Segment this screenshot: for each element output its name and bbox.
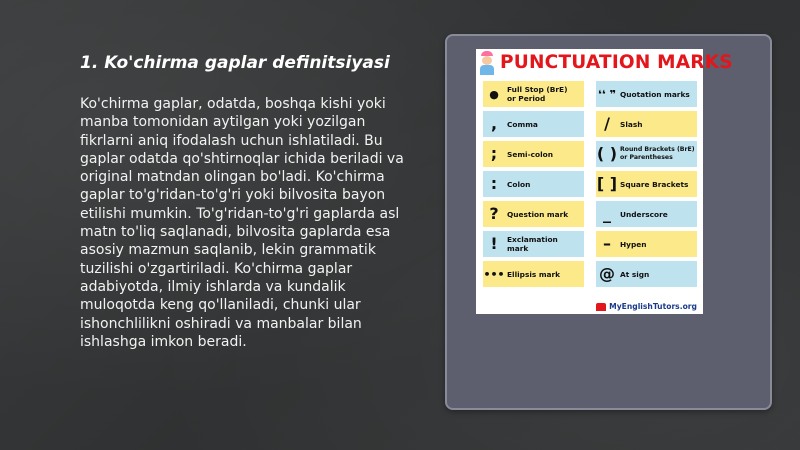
comma-symbol: , <box>490 114 498 133</box>
mark-label: Slash <box>620 119 643 129</box>
graduation-cap-icon <box>596 303 606 311</box>
mark-cell-underscore <box>596 201 697 227</box>
mark-cell-slash <box>596 111 697 137</box>
infographic-footer <box>596 302 697 311</box>
mark-cell-semi-colon <box>483 141 584 167</box>
mark-cell-square-brackets <box>596 171 697 197</box>
mark-cell-comma <box>483 111 584 137</box>
full-stop-symbol: ● <box>489 87 499 101</box>
quotation-marks-symbol: ❛❛ ❞ <box>598 87 616 101</box>
mark-label: Hypen <box>620 239 647 249</box>
infographic-title: PUNCTUATION MARKS <box>500 52 733 73</box>
underscore-symbol: _ <box>603 204 611 223</box>
slide-body-text: Ko'chirma gaplar, odatda, boshqa kishi yoki manba tomonidan aytilgan yoki yozilgan fikrlarni aniq ifodalash uchun ishlatiladi. Bu gaplar odatda qo'shtirnoqlar ichida beriladi va original matndan olingan bo'ladi. Ko'chirma gaplar to'g'ridan-to'g'ri yoki bilvosita bayon etilishi mumkin. To'g'ridan-to'g'ri gaplarda asl matn to'liq saqlanadi, bilvosita gaplarda esa asosiy mazmun saqlanib, lekin grammatik tuzilishi o'zgartiriladi. Ko'chirma gaplar adabiyotda, ilmiy ishlarda va kundalik muloqotda keng qo'llaniladi, chunki ular ishonchlilikni oshiradi va manbalar bilan ishlashga imkon beradi. <box>80 96 404 350</box>
colon-symbol: : <box>490 174 498 193</box>
mark-label: Question mark <box>507 209 569 219</box>
mark-cell-question-mark <box>483 201 584 227</box>
footer-website: MyEnglishTutors.org <box>609 302 697 311</box>
ellipsis-symbol: ••• <box>483 267 505 281</box>
mark-cell-hypen <box>596 231 697 257</box>
slash-symbol: / <box>604 114 610 133</box>
punctuation-marks-infographic <box>476 49 733 314</box>
slide-title: 1. Ko'chirma gaplar definitsiyasi <box>80 53 390 73</box>
mark-label: Underscore <box>620 209 668 219</box>
mark-label: Square Brackets <box>620 179 689 189</box>
mark-label: Exclamation mark <box>507 235 558 253</box>
mark-label: Ellipsis mark <box>507 269 561 279</box>
question-mark-symbol: ? <box>489 204 499 223</box>
round-brackets-symbol: ( ) <box>596 144 618 163</box>
mark-cell-full-stop <box>483 81 584 107</box>
mark-label: Colon <box>507 179 531 189</box>
tutor-mascot-icon <box>479 51 495 75</box>
mark-label: At sign <box>620 269 650 279</box>
mark-label: Quotation marks <box>620 89 690 99</box>
at-sign-symbol: @ <box>599 264 615 283</box>
mark-label: Comma <box>507 119 538 129</box>
mark-cell-colon <box>483 171 584 197</box>
mark-label: Semi-colon <box>507 149 553 159</box>
mark-label: Full Stop (BrE) or Period <box>507 85 568 103</box>
hypen-symbol: – <box>603 234 611 253</box>
mark-cell-quotation-marks <box>596 81 697 107</box>
semi-colon-symbol: ; <box>490 144 498 163</box>
mark-cell-at-sign <box>596 261 697 287</box>
mark-label: Round Brackets (BrE) or Parentheses <box>620 146 695 161</box>
square-brackets-symbol: [ ] <box>596 174 618 193</box>
infographic-header <box>476 49 733 79</box>
exclamation-mark-symbol: ! <box>490 234 498 253</box>
image-frame <box>445 34 772 410</box>
mark-cell-round-brackets <box>596 141 697 167</box>
mark-cell-exclamation-mark <box>483 231 584 257</box>
mark-cell-ellipsis <box>483 261 584 287</box>
